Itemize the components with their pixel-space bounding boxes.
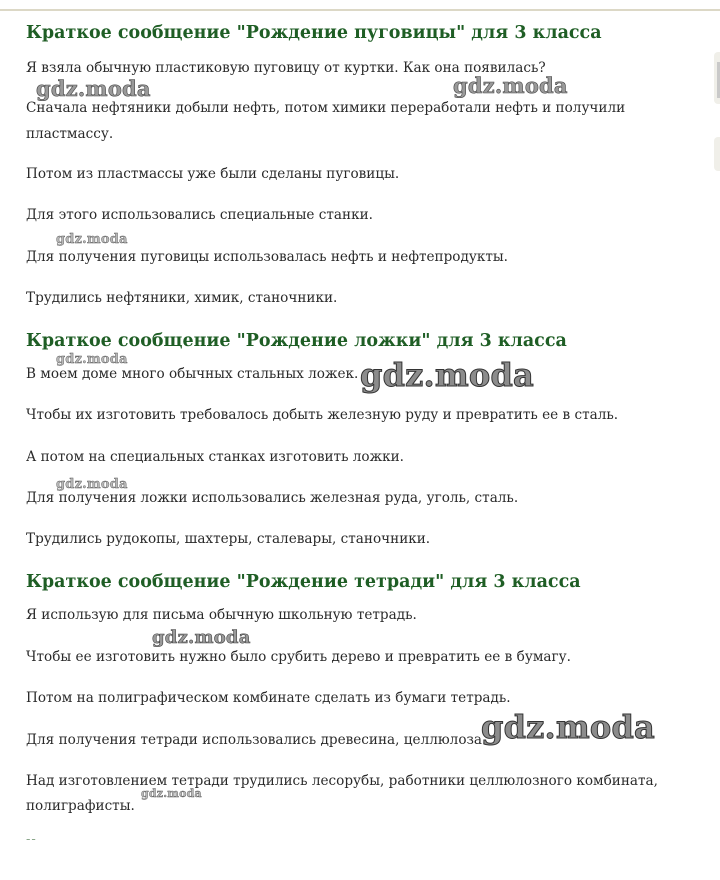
- paragraph: А потом на специальных станках изготовить ложки.: [26, 449, 405, 465]
- section-heading-button: Краткое сообщение "Рождение пуговицы" для 3 класса: [26, 23, 602, 43]
- watermark: gdz.moda: [56, 232, 128, 247]
- paragraph: Трудились рудокопы, шахтеры, сталевары, станочники.: [26, 531, 431, 547]
- paragraph: Сначала нефтяники добыли нефть, потом химики переработали нефть и получили пластмассу.: [26, 100, 626, 142]
- paragraph: Трудились нефтяники, химик, станочники.: [26, 290, 338, 306]
- paragraph: Чтобы их изготовить требовалось добыть железную руду и превратить ее в сталь.: [26, 407, 619, 423]
- paragraph: Я использую для письма обычную школьную тетрадь.: [26, 607, 417, 623]
- paragraph: В моем доме много обычных стальных ложек.: [26, 366, 359, 382]
- watermark: gdz.moda: [56, 352, 128, 367]
- paragraph: Я взяла обычную пластиковую пуговицу от куртки. Как она появилась?: [26, 60, 546, 76]
- watermark: gdz.moda: [453, 73, 568, 98]
- section-heading-notebook: Краткое сообщение "Рождение тетради" для 3 класса: [26, 572, 581, 592]
- paragraph: Потом на полиграфическом комбинате сделать из бумаги тетрадь.: [26, 690, 511, 706]
- paragraph: Для этого использовались специальные станки.: [26, 207, 373, 223]
- paragraph: Для получения тетради использовались древесина, целлюлоза.: [26, 732, 487, 748]
- paragraph: Над изготовлением тетради трудились лесорубы, работники целлюлозного комбината, полиграфисты.: [26, 773, 658, 814]
- section-heading-spoon: Краткое сообщение "Рождение ложки" для 3 класса: [26, 331, 567, 351]
- watermark: gdz.moda: [36, 76, 151, 101]
- paragraph: Чтобы ее изготовить нужно было срубить дерево и превратить ее в бумагу.: [26, 649, 571, 665]
- side-panel-edge-lower[interactable]: [714, 137, 720, 171]
- watermark: gdz.moda: [152, 627, 251, 648]
- paragraph: Для получения пуговицы использовалась нефть и нефтепродукты.: [26, 249, 509, 265]
- watermark: gdz.moda: [481, 708, 655, 746]
- watermark: gdz.moda: [360, 356, 534, 394]
- footer-dash: --: [26, 832, 37, 847]
- watermark: gdz.moda: [141, 787, 202, 800]
- paragraph: Потом из пластмассы уже были сделаны пуговицы.: [26, 166, 400, 182]
- top-divider: [0, 9, 720, 11]
- watermark: gdz.moda: [56, 477, 128, 492]
- paragraph: Для получения ложки использовались железная руда, уголь, сталь.: [26, 490, 519, 506]
